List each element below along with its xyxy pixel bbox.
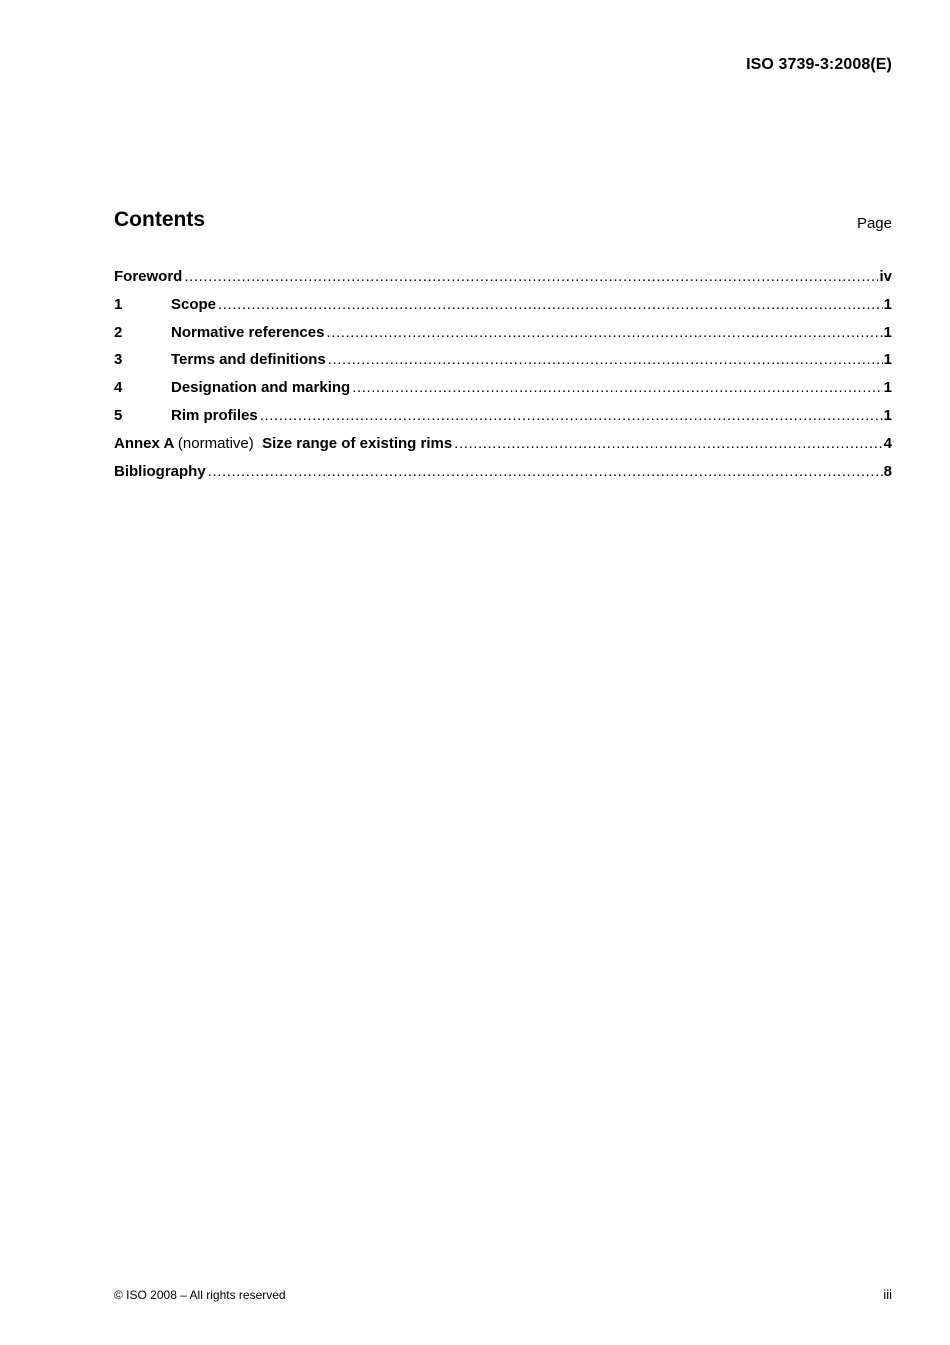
contents-heading: Contents bbox=[114, 208, 205, 231]
annex-title: Size range of existing rims bbox=[262, 434, 453, 452]
dot-leader bbox=[260, 407, 883, 424]
toc-entry-title: Rim profiles bbox=[171, 406, 258, 424]
dot-leader bbox=[184, 268, 878, 285]
toc-entry-title: Terms and definitions bbox=[171, 351, 326, 369]
footer-page-number: iii bbox=[883, 1287, 892, 1302]
page-column-label: Page bbox=[856, 215, 892, 232]
dot-leader bbox=[218, 296, 883, 313]
toc-entry-number: 5 bbox=[114, 406, 123, 424]
dot-leader bbox=[454, 435, 882, 452]
toc-entry-page: 1 bbox=[883, 323, 892, 341]
table-of-contents bbox=[114, 268, 892, 490]
toc-entry-rim-profiles[interactable] bbox=[114, 407, 892, 435]
toc-entry-annex-a[interactable] bbox=[114, 435, 892, 463]
toc-entry-number: 4 bbox=[114, 379, 123, 397]
toc-entry-title bbox=[114, 435, 452, 452]
toc-entry-terms-and-definitions[interactable] bbox=[114, 351, 892, 379]
dot-leader bbox=[352, 379, 882, 396]
toc-entry-page: 1 bbox=[883, 351, 892, 369]
footer-copyright: © ISO 2008 – All rights reserved bbox=[114, 1288, 286, 1302]
dot-leader bbox=[208, 463, 883, 480]
toc-entry-bibliography[interactable] bbox=[114, 463, 892, 491]
toc-entry-page: 4 bbox=[883, 434, 892, 452]
toc-entry-number: 3 bbox=[114, 351, 123, 369]
toc-entry-page: 1 bbox=[883, 406, 892, 424]
toc-entry-title: Bibliography bbox=[114, 462, 206, 480]
document-id-header: ISO 3739-3:2008(E) bbox=[746, 56, 892, 73]
toc-entry-page: 1 bbox=[883, 295, 892, 313]
toc-entry-number: 1 bbox=[114, 295, 123, 313]
toc-entry-title: Designation and marking bbox=[171, 379, 351, 397]
toc-entry-foreword[interactable] bbox=[114, 268, 892, 296]
toc-entry-designation-and-marking[interactable] bbox=[114, 379, 892, 407]
annex-type: (normative) bbox=[177, 434, 254, 452]
toc-entry-title: Foreword bbox=[114, 268, 183, 285]
toc-entry-page: 1 bbox=[883, 379, 892, 397]
toc-entry-number: 2 bbox=[114, 323, 123, 341]
toc-entry-page: 8 bbox=[883, 462, 892, 480]
dot-leader bbox=[326, 324, 882, 341]
toc-entry-normative-references[interactable] bbox=[114, 324, 892, 352]
annex-label: Annex A bbox=[114, 434, 174, 452]
toc-entry-title: Scope bbox=[171, 295, 217, 313]
dot-leader bbox=[328, 351, 883, 368]
toc-entry-scope[interactable] bbox=[114, 296, 892, 324]
toc-entry-page: iv bbox=[879, 268, 892, 285]
toc-entry-title: Normative references bbox=[171, 323, 325, 341]
